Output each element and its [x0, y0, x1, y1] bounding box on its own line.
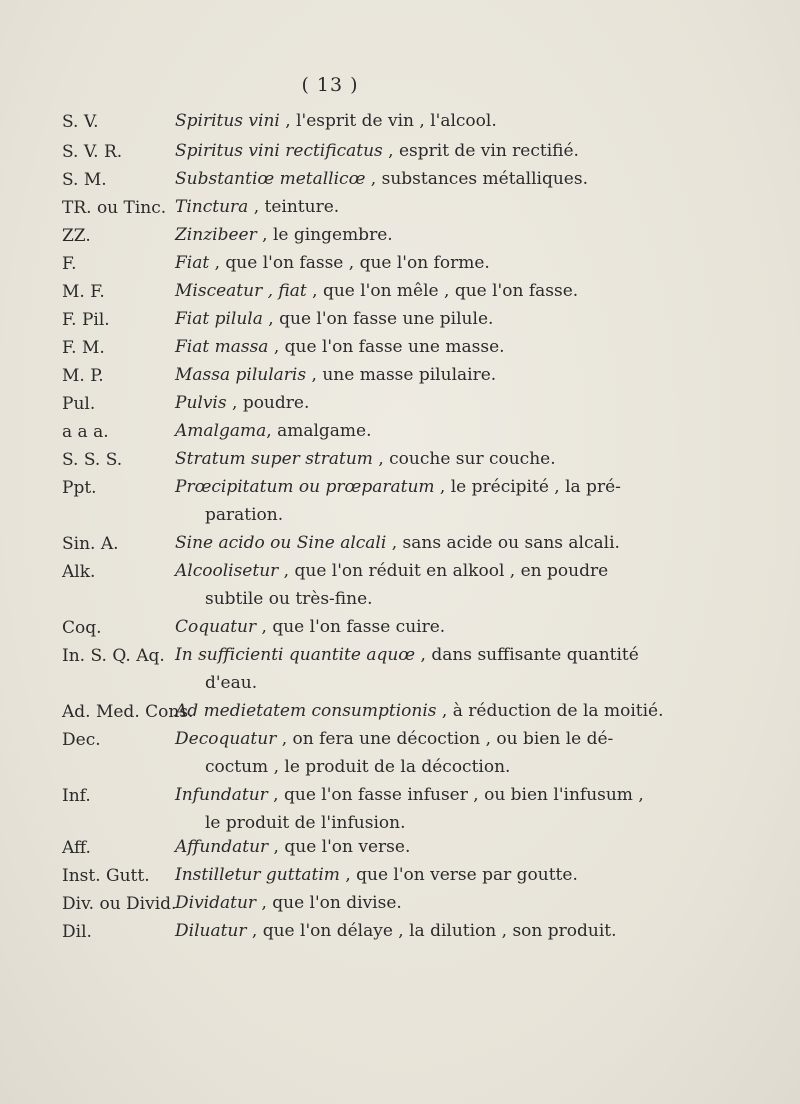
latin-term: Fiat [175, 253, 210, 273]
definition [175, 333, 615, 361]
separator: , [276, 729, 293, 749]
latin-term: Substantiœ metallicœ [175, 169, 366, 189]
abbreviation: M. P. [62, 366, 104, 386]
separator: , [278, 561, 295, 581]
separator: , [415, 645, 432, 665]
french-meaning: teinture. [264, 197, 340, 217]
separator: , [365, 169, 382, 189]
definition [175, 529, 620, 557]
separator: , [268, 837, 285, 857]
separator: , [306, 281, 323, 301]
french-meaning: à réduction de la moitié. [452, 701, 664, 721]
separator: , [279, 111, 297, 131]
abbreviation: S. V. [62, 112, 99, 132]
abbreviation: S. S. S. [62, 450, 123, 470]
latin-term: Stratum super stratum [175, 449, 373, 469]
separator: , [226, 393, 243, 413]
abbreviation: F. [62, 254, 77, 274]
french-meaning: le gingembre. [272, 225, 393, 245]
definition [175, 221, 615, 249]
definition [175, 781, 644, 837]
french-meaning: on fera une décoction , ou bien le dé- [292, 729, 614, 749]
definition [175, 917, 615, 945]
definition [175, 697, 664, 725]
separator: , [434, 477, 451, 497]
latin-term: Pulvis [175, 393, 227, 413]
latin-term: Affundatur [175, 837, 269, 857]
separator: , [382, 141, 399, 161]
separator: , [256, 225, 273, 245]
french-meaning: que l'on verse par goutte. [356, 865, 578, 885]
french-meaning: que l'on divise. [272, 893, 402, 913]
page-number: ( 13 ) [301, 74, 359, 96]
definition [175, 861, 615, 889]
definition [175, 249, 615, 277]
definition [175, 361, 615, 389]
french-meaning: que l'on délaye , la dilution , son produit. [262, 921, 617, 941]
latin-term: In sufficienti quantite aquœ [175, 645, 416, 665]
french-meaning: que l'on fasse une pilule. [279, 309, 494, 329]
french-meaning: que l'on fasse , que l'on forme. [225, 253, 490, 273]
latin-term: Misceatur , fiat [175, 281, 307, 301]
definition [175, 641, 639, 697]
abbreviation: S. V. R. [62, 142, 123, 162]
abbreviation: S. M. [62, 170, 107, 190]
french-meaning: esprit de vin rectifié. [398, 141, 579, 161]
latin-term: Sine acido ou Sine alcali [175, 533, 387, 553]
latin-term: Ad medietatem consumptionis [175, 701, 437, 721]
meaning-continuation: coctum , le produit de la décoction. [205, 757, 511, 777]
french-meaning: que l'on verse. [284, 837, 411, 857]
abbreviation: ZZ. [62, 226, 91, 246]
abbreviation: In. S. Q. Aq. [62, 646, 165, 666]
definition [175, 613, 615, 641]
french-meaning: que l'on fasse cuire. [272, 617, 446, 637]
abbreviation: Sin. A. [62, 534, 119, 554]
meaning-continuation: d'eau. [205, 673, 258, 693]
separator: , [256, 617, 273, 637]
abbreviation: Coq. [62, 618, 102, 638]
meaning-continuation: paration. [205, 505, 284, 525]
abbreviation: F. M. [62, 338, 105, 358]
definition [175, 557, 615, 613]
latin-term: Amalgama [175, 421, 267, 441]
latin-term: Diluatur [175, 921, 247, 941]
definition [175, 833, 615, 861]
abbreviation: a a a. [62, 422, 109, 442]
latin-term: Prœcipitatum ou prœparatum [175, 477, 435, 497]
latin-term: Infundatur [175, 785, 268, 805]
abbreviation: Dil. [62, 922, 92, 942]
latin-term: Spiritus vini rectificatus [175, 141, 383, 161]
separator: , [266, 421, 278, 441]
separator: , [262, 309, 280, 329]
definition [175, 473, 621, 529]
latin-term: Tinctura [175, 197, 249, 217]
meaning-continuation: le produit de l'infusion. [205, 813, 406, 833]
definition [175, 725, 615, 781]
separator: , [209, 253, 226, 273]
latin-term: Fiat massa [175, 337, 269, 357]
latin-term: Zinzibeer [175, 225, 257, 245]
meaning-continuation: subtile ou très-fine. [205, 589, 373, 609]
separator: , [246, 921, 263, 941]
separator: , [386, 533, 403, 553]
abbreviation: Ppt. [62, 478, 97, 498]
definition [175, 417, 615, 445]
french-meaning: le précipité , la pré- [450, 477, 621, 497]
abbreviation: M. F. [62, 282, 105, 302]
french-meaning: poudre. [242, 393, 310, 413]
french-meaning: que l'on fasse une masse. [284, 337, 505, 357]
definition [175, 107, 615, 135]
abbreviation: Pul. [62, 394, 96, 414]
french-meaning: une masse pilulaire. [322, 365, 497, 385]
abbreviation: Aff. [62, 838, 91, 858]
separator: , [436, 701, 453, 721]
abbreviation: Div. ou Divid. [62, 894, 177, 914]
separator: , [256, 893, 273, 913]
definition [175, 137, 615, 165]
french-meaning: dans suffisante quantité [431, 645, 639, 665]
latin-term: Massa pilularis [175, 365, 307, 385]
abbreviation: Inst. Gutt. [62, 866, 150, 886]
separator: , [248, 197, 265, 217]
abbreviation: TR. ou Tinc. [62, 198, 167, 218]
definition [175, 277, 615, 305]
separator: , [306, 365, 323, 385]
french-meaning: couche sur couche. [389, 449, 556, 469]
abbreviation: Alk. [62, 562, 96, 582]
french-meaning: que l'on réduit en alkool , en poudre [294, 561, 609, 581]
definition [175, 305, 615, 333]
definition [175, 889, 615, 917]
latin-term: Decoquatur [175, 729, 277, 749]
separator: , [267, 785, 284, 805]
abbreviation: F. Pil. [62, 310, 110, 330]
abbreviation: Inf. [62, 786, 91, 806]
definition [175, 193, 615, 221]
french-meaning: l'esprit de vin , l'alcool. [296, 111, 497, 131]
french-meaning: sans acide ou sans alcali. [402, 533, 620, 553]
separator: , [339, 865, 357, 885]
latin-term: Alcoolisetur [175, 561, 279, 581]
french-meaning: amalgame. [277, 421, 372, 441]
latin-term: Fiat pilula [175, 309, 263, 329]
latin-term: Coquatur [175, 617, 257, 637]
definition [175, 389, 615, 417]
latin-term: Instilletur guttatim [175, 865, 340, 885]
separator: , [372, 449, 390, 469]
separator: , [268, 337, 285, 357]
abbreviation: Ad. Med. Cons. [62, 702, 194, 722]
abbreviation: Dec. [62, 730, 101, 750]
french-meaning: que l'on fasse infuser , ou bien l'infusum , [284, 785, 644, 805]
latin-term: Spiritus vini [175, 111, 280, 131]
french-meaning: substances métalliques. [381, 169, 588, 189]
latin-term: Dividatur [175, 893, 257, 913]
definition [175, 445, 615, 473]
definition [175, 165, 615, 193]
french-meaning: que l'on mêle , que l'on fasse. [322, 281, 579, 301]
